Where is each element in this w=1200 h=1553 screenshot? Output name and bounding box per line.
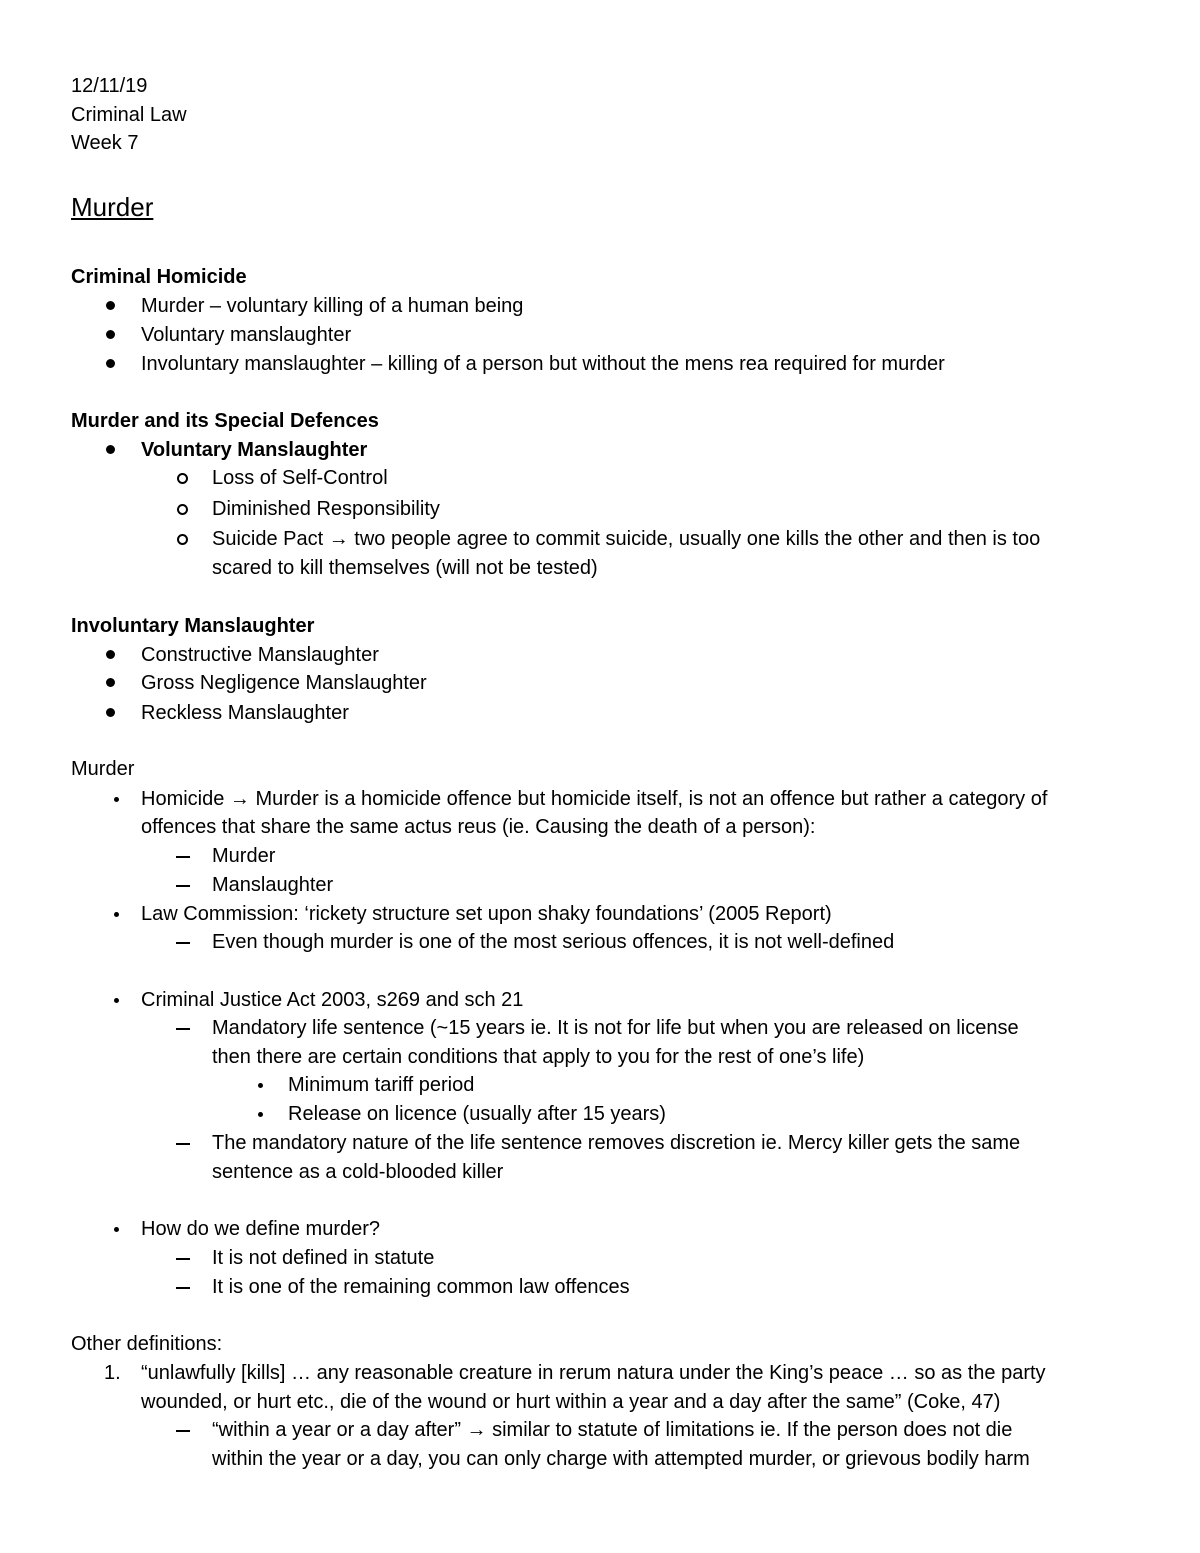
list-item-continuation: scared to kill themselves (will not be tested) bbox=[212, 557, 598, 579]
bullet-icon bbox=[106, 330, 115, 339]
bullet-icon bbox=[114, 797, 119, 802]
circle-bullet-icon bbox=[177, 504, 188, 515]
dash-bullet-icon bbox=[176, 942, 190, 944]
list-item: Release on licence (usually after 15 years) bbox=[288, 1103, 666, 1125]
special-defences-heading: Murder and its Special Defences bbox=[71, 410, 379, 432]
involuntary-heading: Involuntary Manslaughter bbox=[71, 615, 315, 637]
list-item: Diminished Responsibility bbox=[212, 498, 440, 520]
list-item: Suicide Pact → two people agree to commit suicide, usually one kills the other and then is too bbox=[212, 528, 1041, 550]
list-item: Reckless Manslaughter bbox=[141, 702, 349, 724]
list-item: Homicide → Murder is a homicide offence but homicide itself, is not an offence but rather a category of bbox=[141, 788, 1048, 810]
bullet-icon bbox=[114, 912, 119, 917]
course-name: Criminal Law bbox=[71, 104, 187, 126]
list-item: Involuntary manslaughter – killing of a person but without the mens rea required for murder bbox=[141, 353, 945, 375]
list-item: “unlawfully [kills] … any reasonable creature in rerum natura under the King’s peace … so as the party bbox=[141, 1362, 1046, 1384]
bullet-icon bbox=[114, 998, 119, 1003]
list-item: Voluntary Manslaughter bbox=[141, 439, 368, 461]
bullet-icon bbox=[106, 445, 115, 454]
list-item: It is one of the remaining common law offences bbox=[212, 1276, 630, 1298]
list-item-continuation: offences that share the same actus reus (ie. Causing the death of a person): bbox=[141, 816, 816, 838]
week-label: Week 7 bbox=[71, 132, 139, 154]
bullet-icon bbox=[106, 678, 115, 687]
list-item: Law Commission: ‘rickety structure set upon shaky foundations’ (2005 Report) bbox=[141, 903, 832, 925]
dash-bullet-icon bbox=[176, 885, 190, 887]
page-title: Murder bbox=[71, 192, 154, 222]
list-item: “within a year or a day after” → similar to statute of limitations ie. If the person does not die bbox=[212, 1419, 1013, 1441]
list-item: Murder bbox=[212, 845, 276, 867]
circle-bullet-icon bbox=[177, 534, 188, 545]
dash-bullet-icon bbox=[176, 1287, 190, 1289]
list-item: Murder – voluntary killing of a human being bbox=[141, 295, 524, 317]
list-item: How do we define murder? bbox=[141, 1218, 381, 1240]
list-item: Gross Negligence Manslaughter bbox=[141, 672, 427, 694]
murder-heading: Murder bbox=[71, 758, 135, 780]
list-item: Even though murder is one of the most serious offences, it is not well-defined bbox=[212, 931, 895, 953]
list-item: Constructive Manslaughter bbox=[141, 644, 379, 666]
list-item: Criminal Justice Act 2003, s269 and sch 21 bbox=[141, 989, 524, 1011]
dash-bullet-icon bbox=[176, 1143, 190, 1145]
list-item: It is not defined in statute bbox=[212, 1247, 435, 1269]
bullet-icon bbox=[114, 1227, 119, 1232]
bullet-icon bbox=[258, 1112, 263, 1117]
list-item: Manslaughter bbox=[212, 874, 334, 896]
circle-bullet-icon bbox=[177, 473, 188, 484]
list-item-continuation: sentence as a cold-blooded killer bbox=[212, 1161, 504, 1183]
list-item-continuation: within the year or a day, you can only charge with attempted murder, or grievous bodily harm bbox=[212, 1448, 1030, 1470]
list-item: Loss of Self-Control bbox=[212, 467, 388, 489]
date: 12/11/19 bbox=[71, 75, 148, 97]
dash-bullet-icon bbox=[176, 1258, 190, 1260]
dash-bullet-icon bbox=[176, 1028, 190, 1030]
list-item: Minimum tariff period bbox=[288, 1074, 475, 1096]
criminal-homicide-heading: Criminal Homicide bbox=[71, 266, 247, 288]
list-item-continuation: wounded, or hurt etc., die of the wound or hurt within a year and a day after the same” (Coke, 47) bbox=[141, 1391, 1001, 1413]
dash-bullet-icon bbox=[176, 1430, 190, 1432]
bullet-icon bbox=[106, 708, 115, 717]
bullet-icon bbox=[106, 650, 115, 659]
list-number: 1. bbox=[104, 1362, 121, 1384]
list-item: Mandatory life sentence (~15 years ie. It is not for life but when you are released on license bbox=[212, 1017, 1019, 1039]
list-item: Voluntary manslaughter bbox=[141, 324, 352, 346]
bullet-icon bbox=[258, 1083, 263, 1088]
other-definitions-heading: Other definitions: bbox=[71, 1333, 223, 1355]
list-item: The mandatory nature of the life sentence removes discretion ie. Mercy killer gets the same bbox=[212, 1132, 1021, 1154]
dash-bullet-icon bbox=[176, 856, 190, 858]
list-item-continuation: then there are certain conditions that apply to you for the rest of one’s life) bbox=[212, 1046, 865, 1068]
bullet-icon bbox=[106, 301, 115, 310]
bullet-icon bbox=[106, 359, 115, 368]
